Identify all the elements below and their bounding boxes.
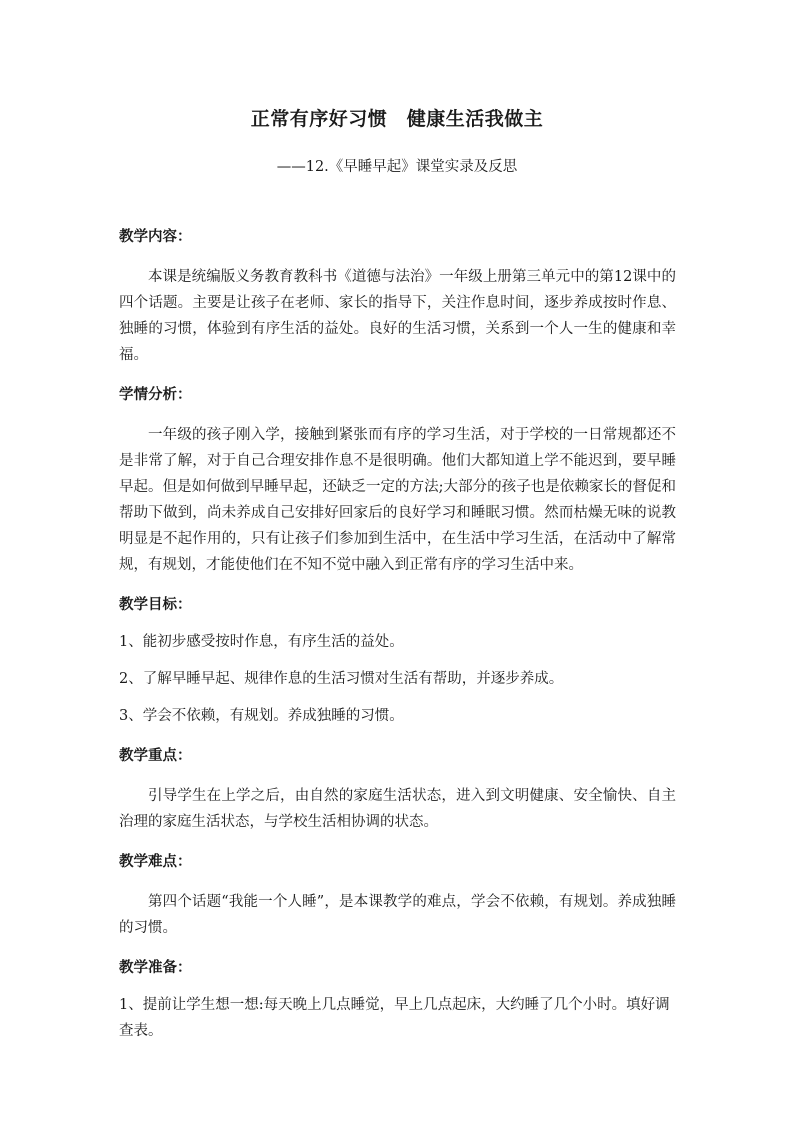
- goal-item-1: 1、能初步感受按时作息，有序生活的益处。: [119, 634, 404, 650]
- document-title: 正常有序好习惯 健康生活我做主: [250, 108, 544, 130]
- section-text-key-points: 引导学生在上学之后，由自然的家庭生活状态，进入到文明健康、安全愉快、自主治理的家庭生活状态，与学校生活相协调的状态。: [119, 788, 676, 830]
- document-subtitle: ——12.《早睡早起》课堂实录及反思: [276, 159, 518, 175]
- section-heading-difficulties: 教学难点：: [119, 853, 192, 870]
- section-text-difficulties: 第四个话题“我能一个人睡”，是本课教学的难点，学会不依赖，有规划。养成独睡的习惯。: [119, 894, 676, 936]
- section-heading-content: 教学内容：: [119, 228, 192, 245]
- section-text-content: 本课是统编版义务教育教科书《道德与法治》一年级上册第三单元中的第12课中的四个话题。主要是让孩子在老师、家长的指导下，关注作息时间，逐步养成按时作息、独睡的习惯，体验到有序生活的益处。良好的生活习惯，关系到一个人一生的健康和幸福。: [119, 269, 676, 363]
- goal-item-3: 3、学会不依赖，有规划。养成独睡的习惯。: [119, 708, 404, 724]
- section-heading-analysis: 学情分析：: [119, 386, 192, 403]
- goal-item-2: 2、了解早睡早起、规律作息的生活习惯对生活有帮助，并逐步养成。: [119, 671, 564, 687]
- section-heading-goals: 教学目标：: [119, 596, 192, 613]
- section-text-analysis: 一年级的孩子刚入学，接触到紧张而有序的学习生活，对于学校的一日常规都还不是非常了解，对于自己合理安排作息不是很明确。他们大都知道上学不能迟到，要早睡早起。但是如何做到早睡早起，还缺乏一定的方法;大部分的孩子也是依赖家长的督促和帮助下做到，尚未养成自己安排好回家后的良好学习和睡眠习惯。然而枯燥无味的说教明显是不起作用的，只有让孩子们参加到生活中，在生活中学习生活，在活动中了解常规，有规划，才能使他们在不知不觉中融入到正常有序的学习生活中来。: [119, 427, 676, 573]
- document-body: [119, 224, 676, 1044]
- section-heading-key-points: 教学重点：: [119, 747, 192, 764]
- preparation-item-1: 1、提前让学生想一想:每天晚上几点睡觉，早上几点起床，大约睡了几个小时。填好调查表。: [119, 997, 670, 1039]
- section-heading-preparation: 教学准备：: [119, 959, 192, 976]
